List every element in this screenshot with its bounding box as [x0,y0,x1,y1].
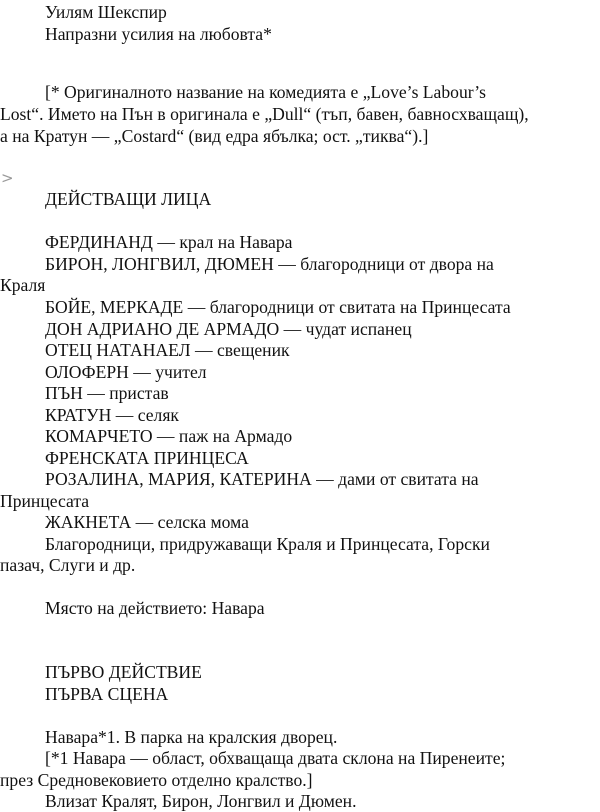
footnote-title-line: а на Кратун — „Costard“ (вид едра ябълка; ост. „тиква“).] [0,126,429,146]
cast-item: ПЪН — пристав [45,383,169,403]
cast-item: ДОН АДРИАНО ДЕ АРМАДО — чудат испанец [45,319,412,339]
footnote-title-line: Lost“. Името на Пън в оригинала е „Dull“ (тъп, бавен, бавносхващащ), [0,104,529,124]
scene-heading: ПЪРВА СЦЕНА [45,684,169,704]
cast-item: КОМАРЧЕТО — паж на Армадо [45,426,293,446]
cast-item: ОТЕЦ НАТАНАЕЛ — свещеник [45,340,290,360]
cast-heading: ДЕЙСТВАЩИ ЛИЦА [45,189,212,209]
cast-item: БОЙЕ, МЕРКАДЕ — благородници от свитата на Принцесата [45,297,511,317]
cast-item: Благородници, придружаващи Краля и Принцесата, Горски [45,534,490,554]
author: Уилям Шекспир [45,2,167,22]
cast-item: пазач, Слуги и др. [0,555,136,575]
cast-item: ФЕРДИНАНД — крал на Навара [45,232,293,252]
footnote-navara-line: [*1 Навара — област, обхващаща двата склона на Пиренеите; [45,748,506,768]
cast-item: ОЛОФЕРН — учител [45,362,207,382]
cast-item: ЖАКНЕТА — селска мома [45,512,249,532]
cast-item: РОЗАЛИНА, МАРИЯ, КАТЕРИНА — дами от свитата на [45,469,479,489]
stage-direction: Влизат Кралят, Бирон, Лонгвил и Дюмен. [45,791,357,811]
quote-marker: > [1,169,14,187]
footnote-title-line: [* Оригиналното название на комедията е „Love’s Labour’s [45,82,487,102]
setting: Място на действието: Навара [45,598,265,618]
cast-item: БИРОН, ЛОНГВИЛ, ДЮМЕН — благородници от двора на [45,254,494,274]
cast-item: ФРЕНСКАТА ПРИНЦЕСА [45,448,249,468]
cast-item: Краля [0,275,46,295]
scene-location: Навара*1. В парка на кралския дворец. [45,727,338,747]
cast-item: Принцесата [0,491,90,511]
cast-item: КРАТУН — селяк [45,405,179,425]
act-heading: ПЪРВО ДЕЙСТВИЕ [45,662,202,682]
footnote-navara-line: през Средновековието отделно кралство.] [0,770,313,790]
play-title: Напразни усилия на любовта* [45,24,272,44]
